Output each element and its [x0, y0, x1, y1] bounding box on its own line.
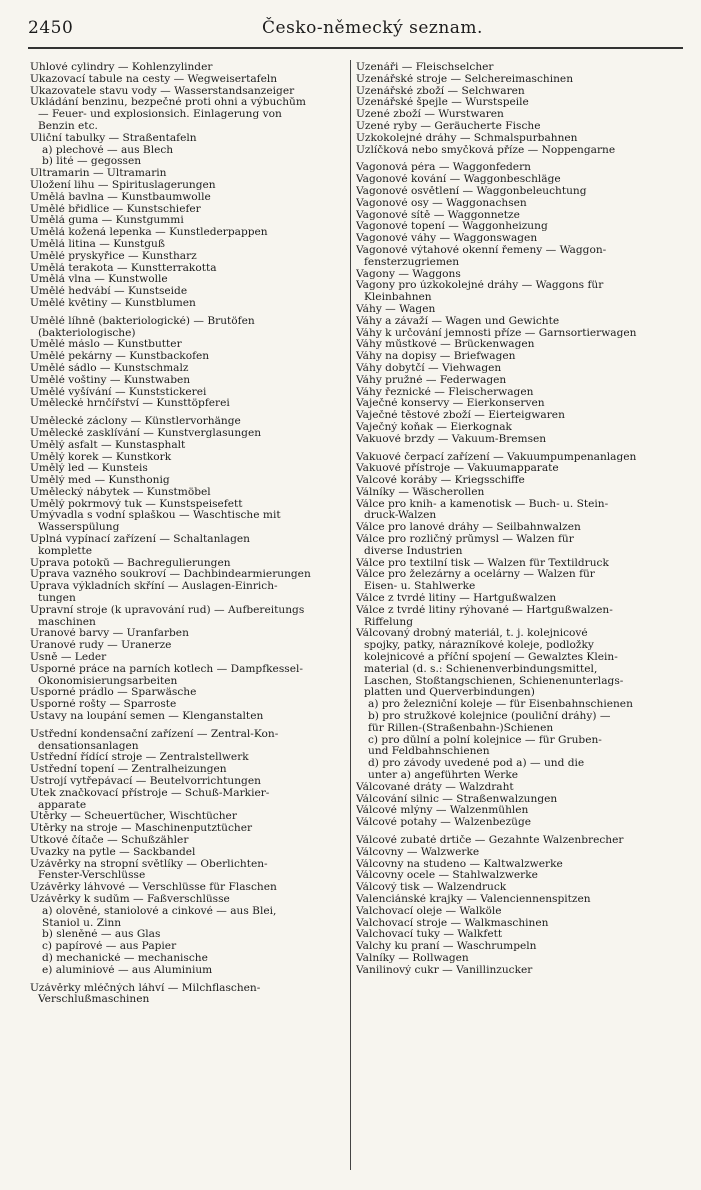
- dictionary-entry: Uzenářské zboží — Selchwaren: [356, 85, 525, 97]
- dictionary-entry: Valchovací stroje — Walkmaschinen: [356, 917, 549, 929]
- dictionary-entry: Válce pro železárny a ocelárny — Walzen für: [356, 569, 595, 581]
- dictionary-entry: Válce z tvrdé litiny — Hartgußwalzen: [356, 593, 557, 605]
- dictionary-entry: Umělý korek — Kunstkork: [30, 451, 172, 463]
- dictionary-entry: Umělecké záclony — Künstlervorhänge: [30, 416, 241, 428]
- dictionary-entry: Umělý led — Kunsteis: [30, 463, 148, 475]
- dictionary-entry: Valchy ku praní — Waschrumpeln: [356, 941, 537, 953]
- dictionary-entry: Úvazky na pytle — Sackbandel: [30, 846, 196, 858]
- dictionary-entry: Úplná vypínací zařízení — Schaltanlagen: [30, 534, 251, 546]
- dictionary-entry: Eisen- u. Stahlwerke: [364, 581, 476, 593]
- dictionary-entry: Válcování silnic — Straßenwalzungen: [356, 793, 558, 805]
- dictionary-entry: Válce pro textilní tisk — Walzen für Textildruck: [356, 557, 609, 569]
- dictionary-entry: Uzávěrky na stropní světlíky — Oberlichten-: [30, 858, 268, 870]
- dictionary-entry: c) papírové — aus Papier: [42, 941, 177, 953]
- dictionary-entry: Válce pro lanové dráhy — Seilbahnwalzen: [356, 522, 581, 534]
- dictionary-entry: Válcovny na studeno — Kaltwalzwerke: [356, 858, 563, 870]
- dictionary-entry: Váhy dobytčí — Viehwagen: [356, 362, 502, 374]
- dictionary-entry: Úsporné prádlo — Sparwäsche: [30, 687, 197, 699]
- dictionary-entry: diverse Industrien: [364, 545, 463, 557]
- dictionary-entry: Uzenáři — Fleischselcher: [356, 62, 494, 73]
- dictionary-entry: a) pro železniční koleje — für Eisenbahnschienen: [368, 699, 633, 711]
- dictionary-entry: Umělá vlna — Kunstwolle: [30, 274, 168, 286]
- dictionary-entry: material (d. s.: Schienenverbindungsmittel,: [364, 663, 598, 675]
- dictionary-entry: Válcovny — Walzwerke: [356, 846, 480, 858]
- dictionary-entry: Vagonové kování — Waggonbeschläge: [356, 174, 561, 186]
- dictionary-entry: Vagonové osy — Waggonachsen: [356, 197, 527, 209]
- dictionary-entry: b) lité — gegossen: [42, 156, 142, 168]
- dictionary-entry: Ústavy na loupání semen — Klenganstalten: [30, 711, 264, 723]
- dictionary-entry: Umělé líhně (bakteriologické) — Brutöfen: [30, 315, 255, 327]
- dictionary-entry: Uzávěrky mléčných láhví — Milchflaschen-: [30, 982, 261, 994]
- dictionary-entry: Válcové mlýny — Walzenmühlen: [356, 805, 529, 817]
- dictionary-entry: Vagonová péra — Waggonfedern: [356, 162, 531, 174]
- dictionary-entry: Vagony — Waggons: [356, 268, 461, 280]
- dictionary-entry: Utěrky — Scheuertücher, Wischtücher: [30, 811, 237, 823]
- dictionary-entry: Váhy a závaží — Wagen und Gewichte: [356, 315, 560, 327]
- dictionary-entry: Válcové zubaté drtiče — Gezahnte Walzenbrecher: [356, 835, 624, 846]
- dictionary-entry: Válcový tisk — Walzendruck: [356, 882, 507, 894]
- dictionary-entry: Ústřední kondensační zařízení — Zentral-Kon-: [30, 728, 279, 740]
- dictionary-entry: Válce pro knih- a kamenotisk — Buch- u. Stein-: [356, 498, 609, 510]
- dictionary-entry: Válcovny ocele — Stahlwalzwerke: [356, 870, 538, 882]
- dictionary-entry: Umělá terakota — Kunstterrakotta: [30, 262, 217, 274]
- dictionary-entry: und Feldbahnschienen: [368, 746, 490, 758]
- dictionary-entry: a) plechové — aus Blech: [42, 144, 174, 156]
- dictionary-entry: Válníky — Wäscherollen: [356, 486, 485, 498]
- dictionary-entry: b) pro stružkové kolejnice (pouliční dráhy) —: [368, 711, 611, 723]
- dictionary-entry: b) sleněné — aus Glas: [42, 929, 161, 941]
- dictionary-entry: Uranové barvy — Uranfarben: [30, 628, 189, 640]
- dictionary-entry: Umělé květiny — Kunstblumen: [30, 297, 196, 309]
- dictionary-entry: Umělecké hrnčířství — Kunsttöpferei: [30, 398, 230, 410]
- dictionary-entry: Staniol u. Zinn: [42, 917, 122, 929]
- dictionary-entry: Ústřední topení — Zentralheizungen: [30, 764, 227, 776]
- dictionary-entry: Ökonomisierungsarbeiten: [38, 675, 178, 687]
- dictionary-entry: c) pro důlní a polní kolejnice — für Gruben-: [368, 734, 602, 746]
- dictionary-entry: Valníky — Rollwagen: [356, 952, 469, 964]
- dictionary-entry: Vakuové čerpací zařízení — Vakuumpumpenanlagen: [356, 451, 637, 463]
- dictionary-entry: komplette: [38, 545, 93, 557]
- dictionary-entry: platten und Querverbindungen): [364, 687, 535, 699]
- dictionary-entry: d) mechanické — mechanische: [42, 952, 208, 964]
- dictionary-entry: Úsporné rošty — Sparroste: [30, 699, 177, 711]
- dictionary-entry: spojky, patky, nárazníkové koleje, podložky: [364, 640, 594, 652]
- dictionary-entry: Válcované dráty — Walzdraht: [356, 781, 514, 793]
- right-column: [356, 62, 676, 977]
- dictionary-entry: Uzávěrky láhvové — Verschlüsse für Flaschen: [30, 882, 277, 894]
- dictionary-entry: Umělé voštiny — Kunstwaben: [30, 374, 191, 386]
- dictionary-entry: Vagonové váhy — Waggonswagen: [356, 233, 538, 245]
- dictionary-entry: densationsanlagen: [38, 740, 139, 752]
- dictionary-entry: Umělá litina — Kunstguß: [30, 238, 165, 250]
- dictionary-entry: Umělé máslo — Kunstbutter: [30, 339, 182, 351]
- dictionary-entry: Umělá kožená lepenka — Kunstlederpappen: [30, 227, 268, 239]
- dictionary-entry: Vagonové výtahové okenní řemeny — Waggon-: [356, 244, 607, 256]
- dictionary-entry: Umělý pokrmový tuk — Kunstspeisefett: [30, 498, 243, 510]
- dictionary-entry: Úpravní stroje (k upravování rud) — Aufbereitungs: [30, 604, 305, 616]
- dictionary-entry: Benzin etc.: [38, 120, 98, 132]
- dictionary-entry: Válce pro rozličný průmysl — Walzen für: [356, 534, 574, 546]
- dictionary-entry: Úzkokolejné dráhy — Schmalspurbahnen: [356, 132, 578, 144]
- dictionary-entry: Váhy na dopisy — Briefwagen: [356, 351, 516, 363]
- dictionary-entry: Vaječný koňak — Eierkognak: [356, 421, 512, 433]
- dictionary-entry: Umělé hedvábí — Kunstseide: [30, 286, 188, 298]
- dictionary-entry: Ústrojí vytřepávací — Beutelvorrichtungen: [30, 776, 261, 788]
- dictionary-entry: Umělá bavlna — Kunstbaumwolle: [30, 191, 211, 203]
- dictionary-entry: Váhy řeznické — Fleischerwagen: [356, 386, 534, 398]
- dictionary-entry: Uranové rudy — Uranerze: [30, 640, 172, 652]
- dictionary-entry: fensterzugriemen: [364, 256, 460, 268]
- dictionary-entry: Umělecké zasklívání — Kunstverglasungen: [30, 427, 262, 439]
- dictionary-entry: apparate: [38, 799, 87, 811]
- dictionary-entry: Ukládání benzinu, bezpečné proti ohni a výbuchům: [30, 97, 306, 109]
- dictionary-entry: Umělý asfalt — Kunstasphalt: [30, 439, 186, 451]
- dictionary-entry: Riffelung: [364, 616, 413, 628]
- dictionary-entry: Úprava výkladních skříní — Auslagen-Einrich-: [30, 581, 278, 593]
- dictionary-entry: — Feuer- und explosionsich. Einlagerung von: [38, 109, 282, 121]
- dictionary-entry: Ukazovatele stavu vody — Wasserstandsanzeiger: [30, 85, 295, 97]
- dictionary-entry: a) olověné, staniolové a cinkové — aus Blei,: [42, 905, 277, 917]
- dictionary-entry: Umělé pryskyřice — Kunstharz: [30, 250, 197, 262]
- dictionary-entry: Umělé břidlice — Kunstschiefer: [30, 203, 201, 215]
- dictionary-entry: maschinen: [38, 616, 96, 628]
- dictionary-entry: Vakuové brzdy — Vakuum-Bremsen: [356, 433, 547, 445]
- dictionary-entry: Válcovaný drobný materiál, t. j. kolejnicové: [356, 628, 588, 640]
- dictionary-entry: Váhy pružné — Federwagen: [356, 374, 507, 386]
- dictionary-entry: Váhy můstkové — Brückenwagen: [356, 339, 535, 351]
- dictionary-entry: Umělé vyšívání — Kunststickerei: [30, 386, 207, 398]
- dictionary-entry: Vagonové sítě — Waggonnetze: [356, 209, 520, 221]
- dictionary-entry: Válcové potahy — Walzenbezüge: [356, 817, 532, 829]
- dictionary-entry: Vaječné těstové zboží — Eierteigwaren: [356, 410, 565, 422]
- dictionary-entry: Útkové čítače — Schußzähler: [30, 835, 189, 846]
- dictionary-entry: Valcové koráby — Kriegsschiffe: [356, 475, 525, 487]
- dictionary-entry: Váhy k určování jemnosti příze — Garnsortierwagen: [356, 327, 637, 339]
- dictionary-entry: druck-Walzen: [364, 510, 437, 522]
- dictionary-entry: unter a) angeführten Werke: [368, 770, 519, 782]
- dictionary-entry: Verschlußmaschinen: [38, 994, 150, 1006]
- dictionary-entry: Ústřední řídící stroje — Zentralstellwerk: [30, 752, 249, 764]
- dictionary-entry: für Rillen-(Straßenbahn-)Schienen: [368, 722, 554, 734]
- dictionary-entry: Utěrky na stroje — Maschinenputztücher: [30, 823, 253, 835]
- dictionary-entry: Úprava potoků — Bachregulierungen: [30, 557, 231, 569]
- dictionary-entry: Uzenářské špejle — Wurstspeile: [356, 97, 529, 109]
- dictionary-entry: tungen: [38, 593, 76, 605]
- dictionary-entry: Fenster-Verschlüsse: [38, 870, 146, 882]
- dictionary-entry: Uzenářské stroje — Selchereimaschinen: [356, 73, 574, 85]
- dictionary-entry: Valenciánské krajky — Valenciennenspitzen: [356, 893, 591, 905]
- dictionary-entry: Valchovací tuky — Walkfett: [356, 929, 503, 941]
- dictionary-entry: Uzené ryby — Geräucherte Fische: [356, 120, 541, 132]
- dictionary-entry: Ultramarin — Ultramarin: [30, 168, 167, 180]
- dictionary-entry: Úprava vazného soukroví — Dachbindearmierungen: [30, 569, 311, 581]
- dictionary-entry: Uzávěrky k sudům — Faßverschlüsse: [30, 893, 230, 905]
- dictionary-entry: Uzlíčková nebo smyčková příze — Noppengarne: [356, 144, 616, 156]
- dictionary-entry: Usně — Leder: [30, 652, 107, 664]
- dictionary-entry: Umývadla s vodní splaškou — Waschtische mit: [30, 510, 281, 522]
- header-rule: [28, 47, 683, 49]
- dictionary-entry: kolejnicové a příční spojení — Gewalztes Klein-: [364, 652, 618, 664]
- dictionary-entry: Úsporné práce na parních kotlech — Dampfkessel-: [30, 663, 303, 675]
- dictionary-entry: Uliční tabulky — Straßentafeln: [30, 132, 197, 144]
- dictionary-entry: (bakteriologische): [38, 327, 136, 339]
- dictionary-entry: Uhlové cylindry — Kohlenzylinder: [30, 62, 213, 73]
- left-column: [30, 62, 348, 1006]
- dictionary-entry: Umělé sádlo — Kunstschmalz: [30, 362, 189, 374]
- dictionary-entry: Umělé pekárny — Kunstbackofen: [30, 351, 210, 363]
- dictionary-entry: Váhy — Wagen: [356, 303, 436, 315]
- dictionary-entry: Vagony pro úzkokolejné dráhy — Waggons für: [356, 280, 604, 292]
- dictionary-entry: Vagonové osvětlení — Waggonbeleuchtung: [356, 185, 587, 197]
- dictionary-entry: Útek značkovací přístroje — Schuß-Markier-: [30, 787, 270, 799]
- dictionary-entry: Umělecký nábytek — Kunstmöbel: [30, 486, 211, 498]
- dictionary-entry: Vaječné konservy — Eierkonserven: [356, 398, 545, 410]
- dictionary-entry: Valchovací oleje — Walköle: [356, 905, 502, 917]
- dictionary-entry: Laschen, Stoßtangschienen, Schienenunterlags-: [364, 675, 624, 687]
- dictionary-entry: d) pro závody uvedené pod a) — und die: [368, 758, 585, 770]
- dictionary-entry: Vagonové topení — Waggonheizung: [356, 221, 548, 233]
- dictionary-entry: e) aluminiové — aus Aluminium: [42, 964, 213, 976]
- dictionary-entry: Uložení lihu — Spirituslagerungen: [30, 179, 216, 191]
- dictionary-entry: Umělý med — Kunsthonig: [30, 475, 170, 487]
- dictionary-entry: Válce z tvrdé litiny rýhované — Hartgußwalzen-: [356, 604, 613, 616]
- page-number: 2450: [28, 18, 74, 38]
- dictionary-entry: Uzené zboží — Wurstwaren: [356, 109, 504, 121]
- dictionary-entry: Umělá guma — Kunstgummi: [30, 215, 184, 227]
- dictionary-entry: Vanilinový cukr — Vanillinzucker: [356, 964, 533, 976]
- dictionary-entry: Vakuové přístroje — Vakuumapparate: [356, 463, 559, 475]
- dictionary-entry: Ukazovací tabule na cesty — Wegweisertafeln: [30, 73, 278, 85]
- column-divider: [350, 60, 351, 1170]
- page-title: Česko-německý seznam.: [262, 18, 483, 38]
- dictionary-entry: Wasserspülung: [38, 522, 120, 534]
- dictionary-entry: Kleinbahnen: [364, 292, 432, 304]
